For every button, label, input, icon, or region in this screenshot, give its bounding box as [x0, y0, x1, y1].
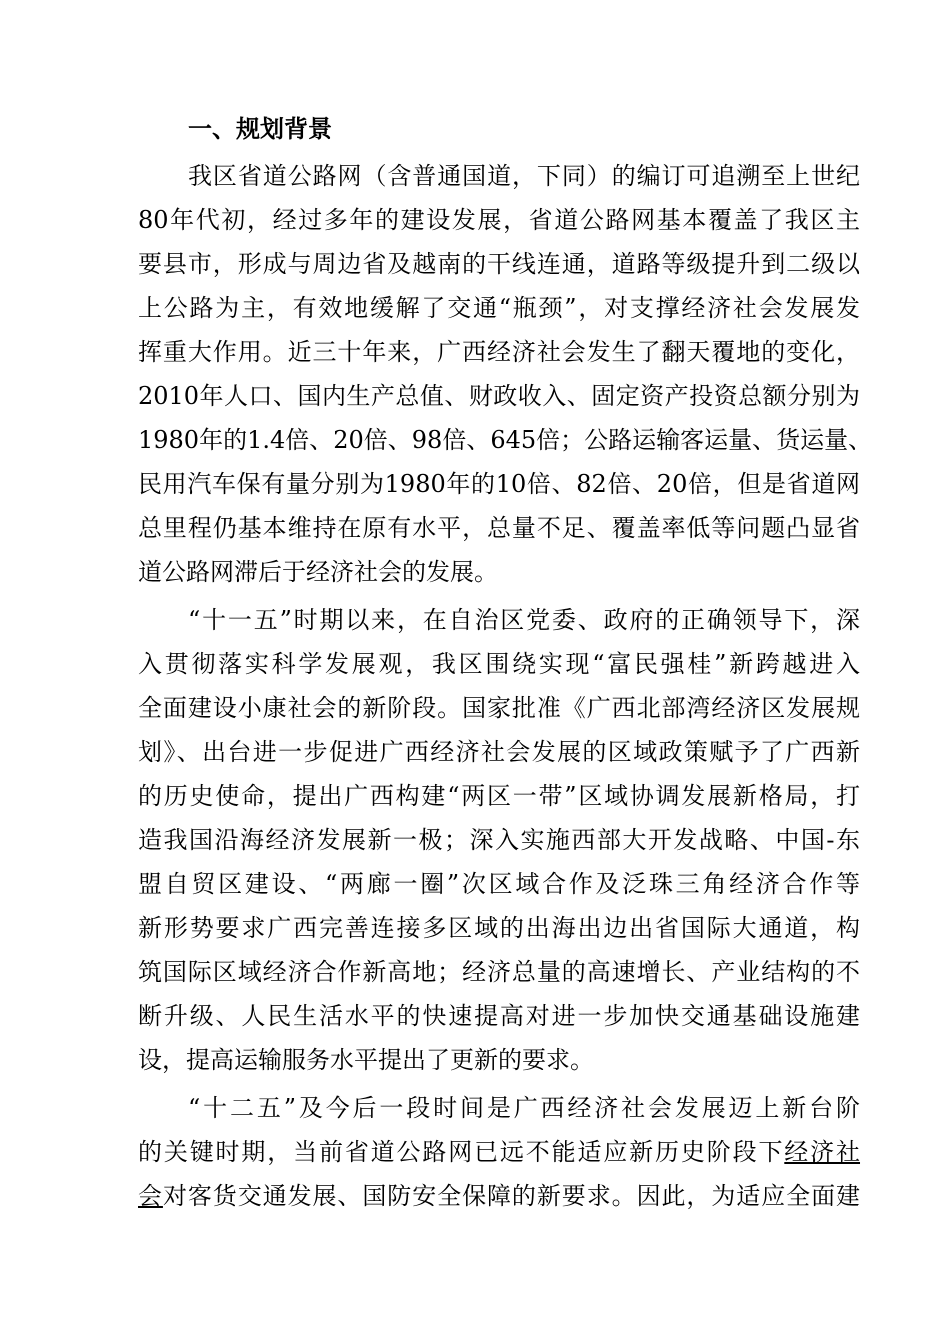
text-line: 要县市，形成与周边省及越南的干线连通，道路等级提升到二级以: [138, 250, 860, 278]
text-line: 全面建设小康社会的新阶段。国家批准《广西北部湾经济区发展规: [138, 694, 860, 722]
text-line: 入贯彻落实科学发展观，我区围绕实现“富民强桂”新跨越进入: [138, 650, 860, 678]
underlined-text: 经济社: [784, 1138, 861, 1166]
text-line: 挥重大作用。近三十年来，广西经济社会发生了翻天覆地的变化，: [138, 338, 860, 366]
text-line: “十一五”时期以来，在自治区党委、政府的正确领导下，深: [188, 606, 860, 634]
section-heading: 一、规划背景: [188, 115, 332, 143]
paragraph-2: [138, 598, 860, 1082]
text-line: 上公路为主，有效地缓解了交通“瓶颈”，对支撑经济社会发展发: [138, 294, 860, 322]
text-line: 总里程仍基本维持在原有水平，总量不足、覆盖率低等问题凸显省: [138, 514, 860, 542]
text-line: [138, 1130, 860, 1174]
text-line: 民用汽车保有量分别为1980年的10倍、82倍、20倍，但是省道网: [138, 470, 860, 498]
text-segment: 对客货交通发展、国防安全保障的新要求。因此，为适应全面建: [162, 1182, 861, 1210]
text-line: 盟自贸区建设、“两廊一圈”次区域合作及泛珠三角经济合作等: [138, 870, 860, 898]
text-line: 2010年人口、国内生产总值、财政收入、固定资产投资总额分别为: [138, 382, 860, 410]
paragraph-1: [138, 154, 873, 594]
text-line: 80年代初，经过多年的建设发展，省道公路网基本覆盖了我区主: [138, 206, 860, 234]
text-line: “十二五”及今后一段时间是广西经济社会发展迈上新台阶: [188, 1094, 860, 1122]
text-line: [138, 1174, 860, 1218]
text-line: 设，提高运输服务水平提出了更新的要求。: [138, 1046, 594, 1074]
paragraph-3: [138, 1086, 860, 1218]
underlined-text: 会: [138, 1182, 163, 1210]
text-line: 的历史使命，提出广西构建“两区一带”区域协调发展新格局，打: [138, 782, 860, 810]
text-line: 造我国沿海经济发展新一极；深入实施西部大开发战略、中国-东: [138, 826, 860, 854]
text-line: 1980年的1.4倍、20倍、98倍、645倍；公路运输客运量、货运量、: [138, 426, 873, 454]
text-line: 划》、出台进一步促进广西经济社会发展的区域政策赋予了广西新: [138, 738, 860, 766]
text-line: 断升级、人民生活水平的快速提高对进一步加快交通基础设施建: [138, 1002, 860, 1030]
text-line: 筑国际区域经济合作新高地；经济总量的高速增长、产业结构的不: [138, 958, 860, 986]
text-segment: 的关键时期，当前省道公路网已远不能适应新历史阶段下: [138, 1138, 785, 1166]
text-line: 我区省道公路网（含普通国道，下同）的编订可追溯至上世纪: [188, 162, 860, 190]
text-line: 新形势要求广西完善连接多区域的出海出边出省国际大通道，构: [138, 914, 860, 942]
text-line: 道公路网滞后于经济社会的发展。: [138, 558, 498, 586]
